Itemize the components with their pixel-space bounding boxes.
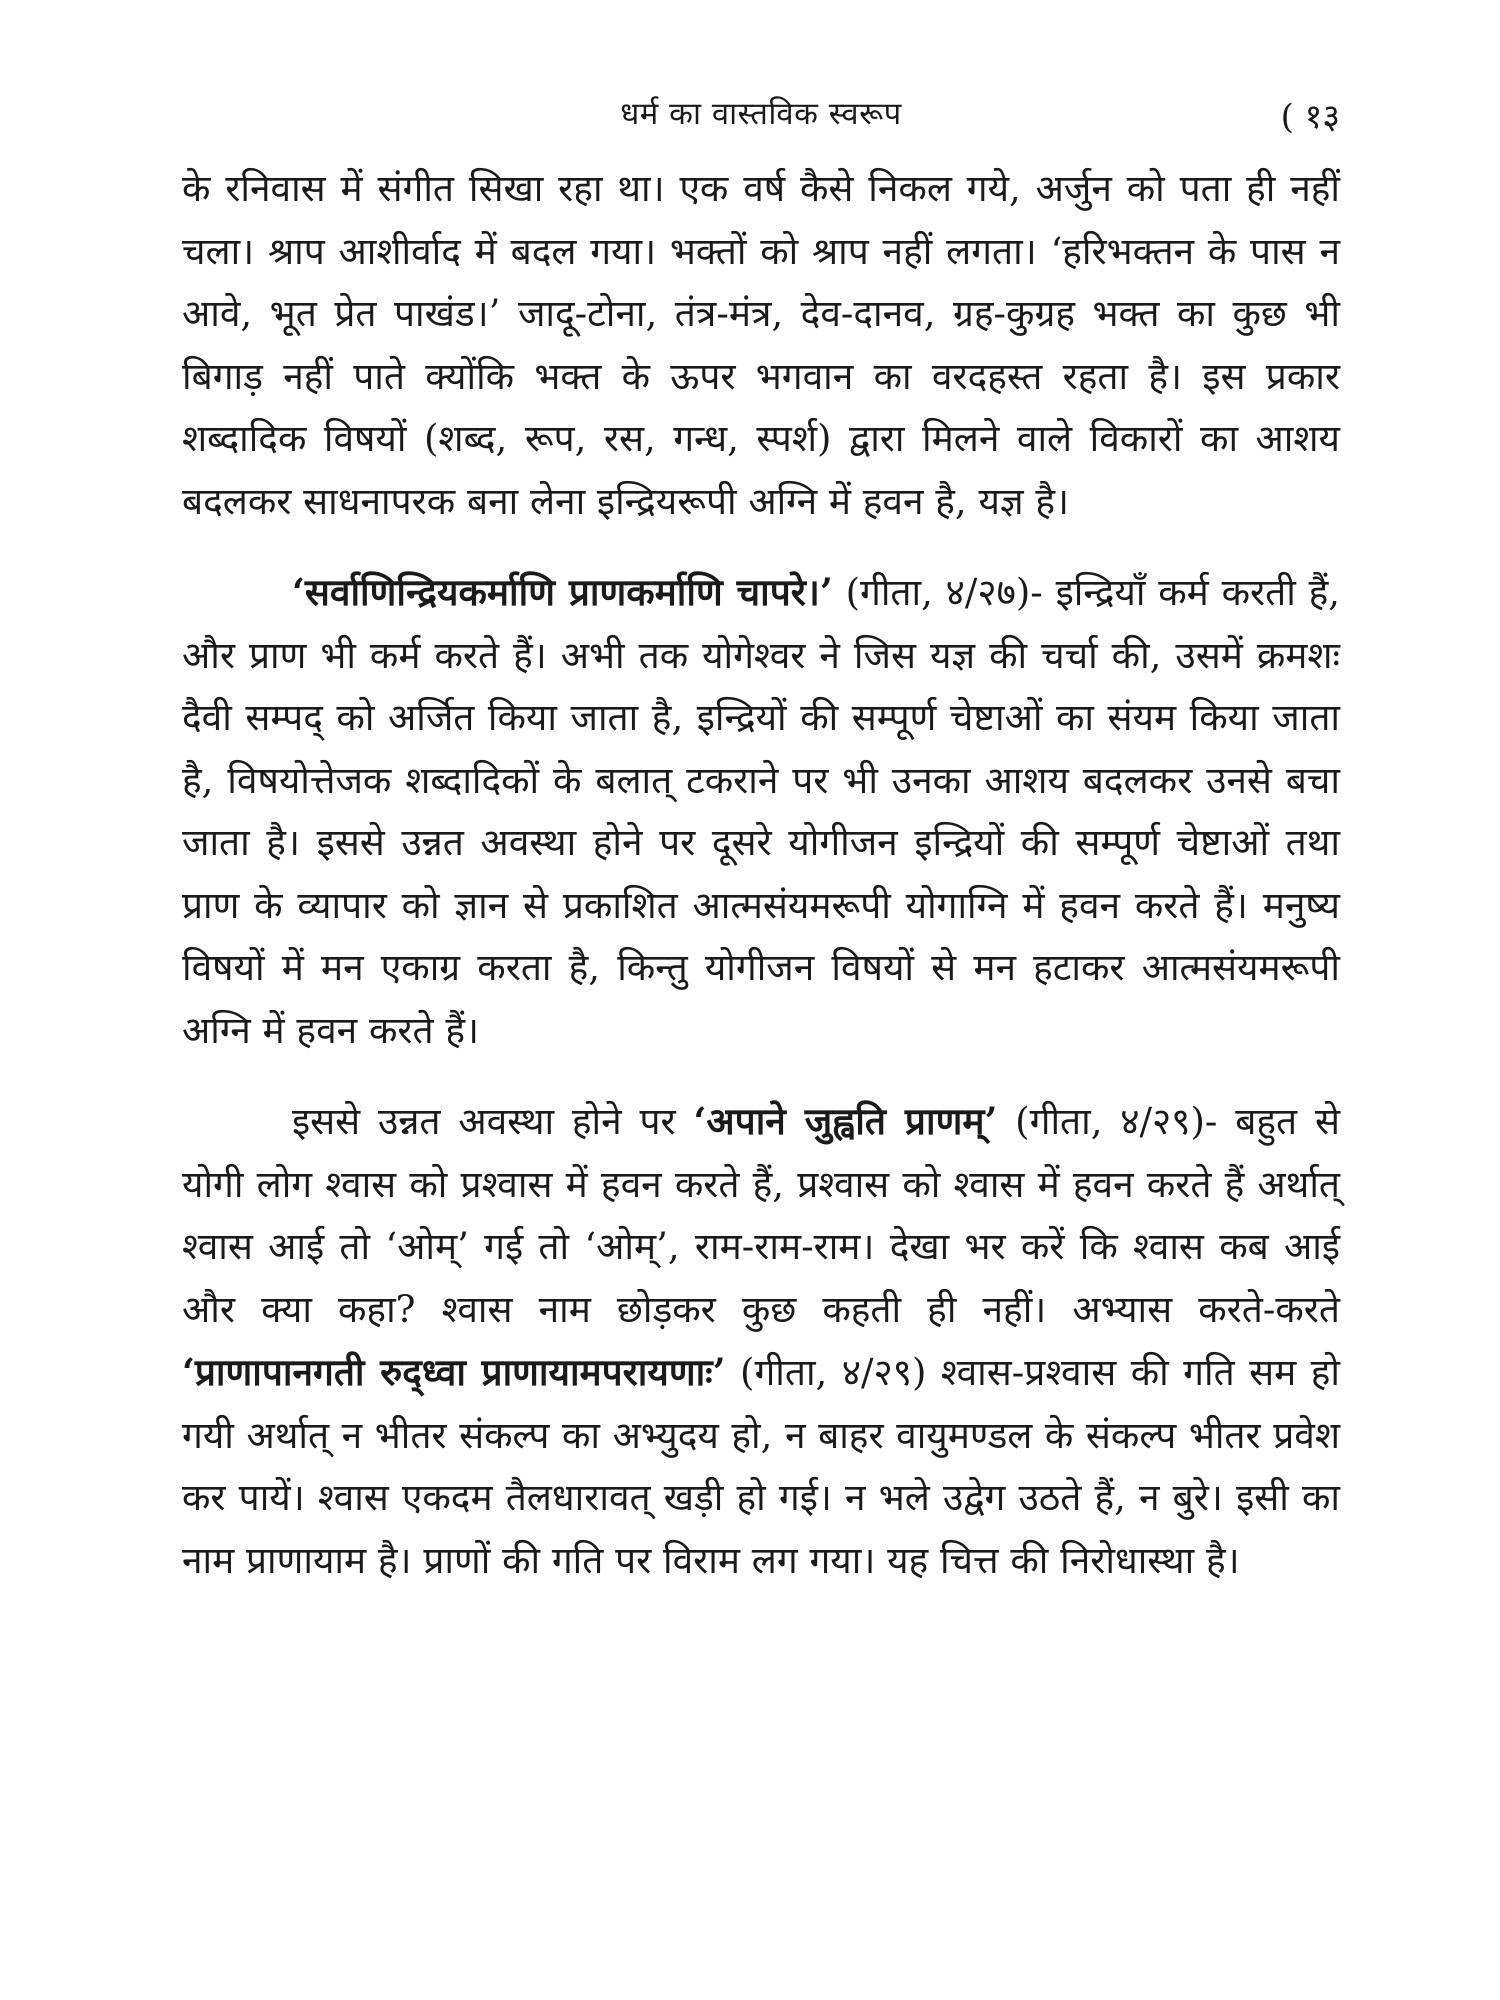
paragraph-1 xyxy=(182,158,1340,533)
running-header xyxy=(182,92,1340,137)
verse-quote: ‘सर्वाणिन्द्रियकर्माणि प्राणकर्माणि चापरे।’ xyxy=(292,570,833,614)
paragraph-3-text-a: इससे उन्नत अवस्था होने पर xyxy=(292,1100,694,1143)
verse-quote: ‘अपाने जुह्वति प्राणम्’ xyxy=(693,1099,998,1143)
paragraph-3 xyxy=(182,1090,1340,1592)
paragraph-2 xyxy=(182,561,1340,1062)
body-text xyxy=(182,158,1340,1620)
paragraph-3-text-c: (गीता, ४/२९) श्वास-प्रश्वास की गति सम हो गयी अर्थात् न भीतर संकल्प का अभ्युदय हो, न बाहर वायुमण्डल के संकल्प भीतर प्रवेश कर पायें। श्वास एकदम तैलधारावत् खड़ी हो गई। न भले उद्वेग उठते हैं, न बुरे। इसी का नाम प्राणायाम है। प्राणों की गति पर विराम लग गया। यह चित्त की निरोधास्था है। xyxy=(182,1351,1340,1582)
paragraph-3-text-b: (गीता, ४/२९)- बहुत से योगी लोग श्वास को प्रश्वास में हवन करते हैं, प्रश्वास को श्वास में हवन करते हैं अर्थात् श्वास आई तो ‘ओम्’ गई तो ‘ओम्’, राम-राम-राम। देखा भर करें कि श्वास कब आई और क्या कहा? श्वास नाम छोड़कर कुछ कहती ही नहीं। अभ्यास करते-करते xyxy=(182,1100,1341,1331)
chapter-title: धर्म का वास्तविक स्वरूप xyxy=(620,96,902,132)
verse-quote: ‘प्राणापानगती रुद्ध्वा प्राणायामपरायणाः’ xyxy=(182,1350,726,1394)
paragraph-2-text: (गीता, ४/२७)- इन्द्रियाँ कर्म करती हैं, और प्राण भी कर्म करते हैं। अभी तक योगेश्वर ने जिस यज्ञ की चर्चा की, उसमें क्रमशः दैवी सम्पद् को अर्जित किया जाता है, इन्द्रियों की सम्पूर्ण चेष्टाओं का संयम किया जाता है, विषयोत्तेजक शब्दादिकों के बलात् टकराने पर भी उनका आशय बदलकर उनसे बचा जाता है। इससे उन्नत अवस्था होने पर दूसरे योगीजन इन्द्रियों की सम्पूर्ण चेष्टाओं तथा प्राण के व्यापार को ज्ञान से प्रकाशित आत्मसंयमरूपी योगाग्नि में हवन करते हैं। मनुष्य विषयों में मन एकाग्र करता है, किन्तु योगीजन विषयों से मन हटाकर आत्मसंयमरूपी अग्नि में हवन करते हैं। xyxy=(182,571,1340,1052)
paragraph-1-text: के रनिवास में संगीत सिखा रहा था। एक वर्ष कैसे निकल गये, अर्जुन को पता ही नहीं चला। श्राप आशीर्वाद में बदल गया। भक्तों को श्राप नहीं लगता। ‘हरिभक्तन के पास न आवे, भूत प्रेत पाखंड।’ जादू-टोना, तंत्र-मंत्र, देव-दानव, ग्रह-कुग्रह भक्त का कुछ भी बिगाड़ नहीं पाते क्योंकि भक्त के ऊपर भगवान का वरदहस्त रहता है। इस प्रकार शब्दादिक विषयों (शब्द, रूप, रस, गन्ध, स्पर्श) द्वारा मिलने वाले विकारों का आशय बदलकर साधनापरक बना लेना इन्द्रियरूपी अग्नि में हवन है, यज्ञ है। xyxy=(182,167,1340,523)
page-number: ( १३ xyxy=(1280,97,1340,137)
